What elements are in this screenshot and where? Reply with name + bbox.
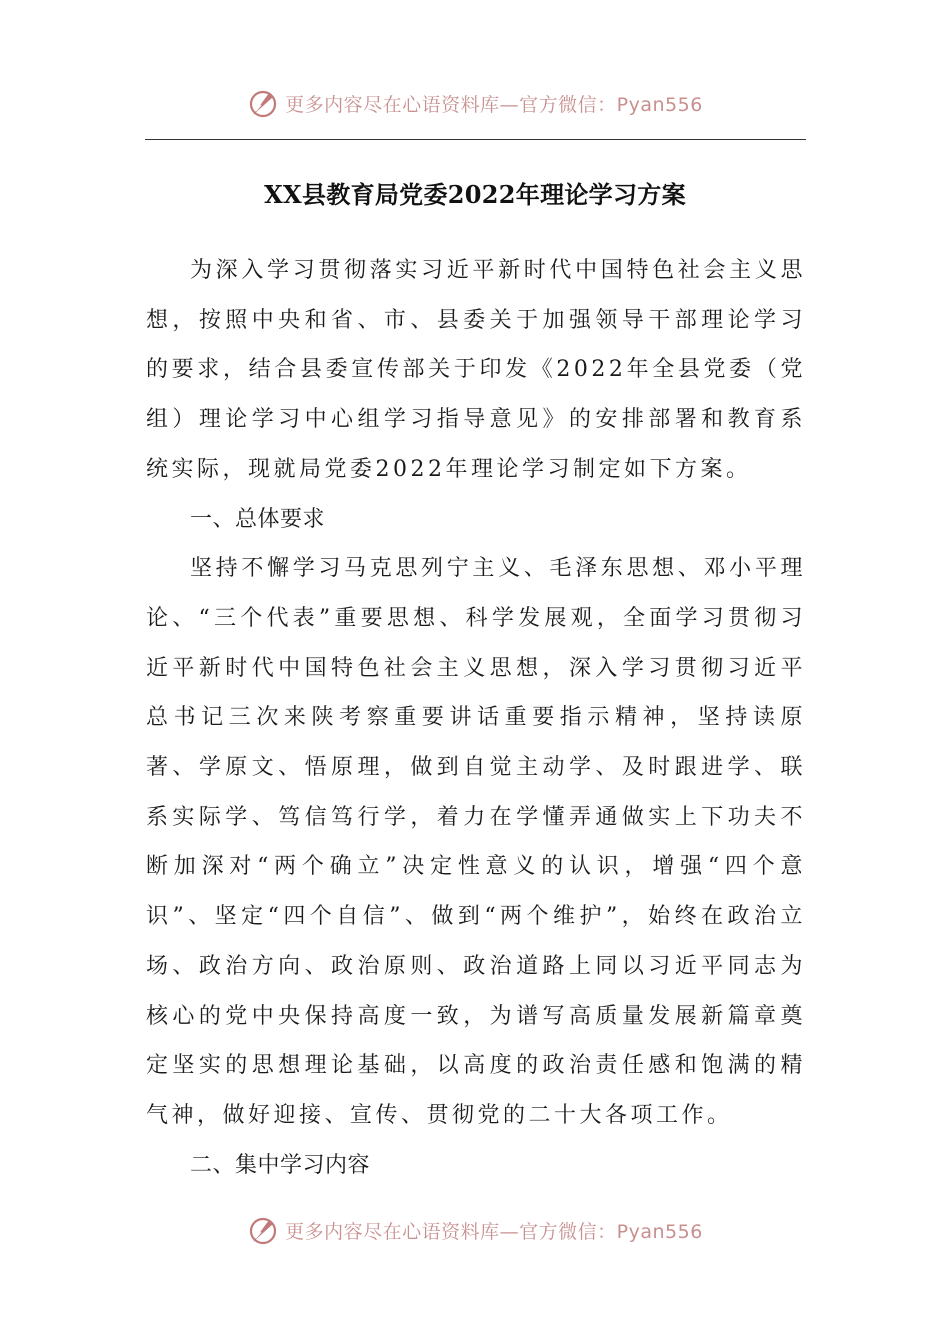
section-heading-1: 一、总体要求: [190, 506, 326, 532]
section-heading-2: 二、集中学习内容: [190, 1152, 371, 1178]
quill-logo-icon: [247, 87, 279, 119]
watermark-header: [0, 83, 950, 123]
header-divider: [145, 139, 806, 140]
quill-logo-icon: [247, 1214, 279, 1246]
document-title: XX县教育局党委2022年理论学习方案: [264, 180, 686, 209]
intro-paragraph: 为深入学习贯彻落实习近平新时代中国特色社会主义思想，按照中央和省、市、县委关于加强领导干部理论学习的要求，结合县委宣传部关于印发《2022年全县党委（党组）理论学习中心组学习指导意见》的安排部署和教育系统实际，现就局党委2022年理论学习制定如下方案。: [146, 258, 806, 482]
document-body: [146, 246, 806, 1190]
watermark-footer: [0, 1210, 950, 1250]
section-1-paragraph: 坚持不懈学习马克思列宁主义、毛泽东思想、邓小平理论、“三个代表”重要思想、科学发展观，全面学习贯彻习近平新时代中国特色社会主义思想，深入学习贯彻习近平总书记三次来陕考察重要讲话重要指示精神，坚持读原著、学原文、悟原理，做到自觉主动学、及时跟进学、联系实际学、笃信笃行学，着力在学懂弄通做实上下功夫不断加深对“两个确立”决定性意义的认识，增强“四个意识”、坚定“四个自信”、做到“两个维护”，始终在政治立场、政治方向、政治原则、政治道路上同以习近平同志为核心的党中央保持高度一致，为谱写高质量发展新篇章奠定坚实的思想理论基础，以高度的政治责任感和饱满的精气神，做好迎接、宣传、贯彻党的二十大各项工作。: [146, 556, 806, 1128]
watermark-text: 更多内容尽在心语资料库—官方微信：Pyan556: [285, 93, 703, 116]
watermark-text: 更多内容尽在心语资料库—官方微信：Pyan556: [285, 1220, 703, 1243]
